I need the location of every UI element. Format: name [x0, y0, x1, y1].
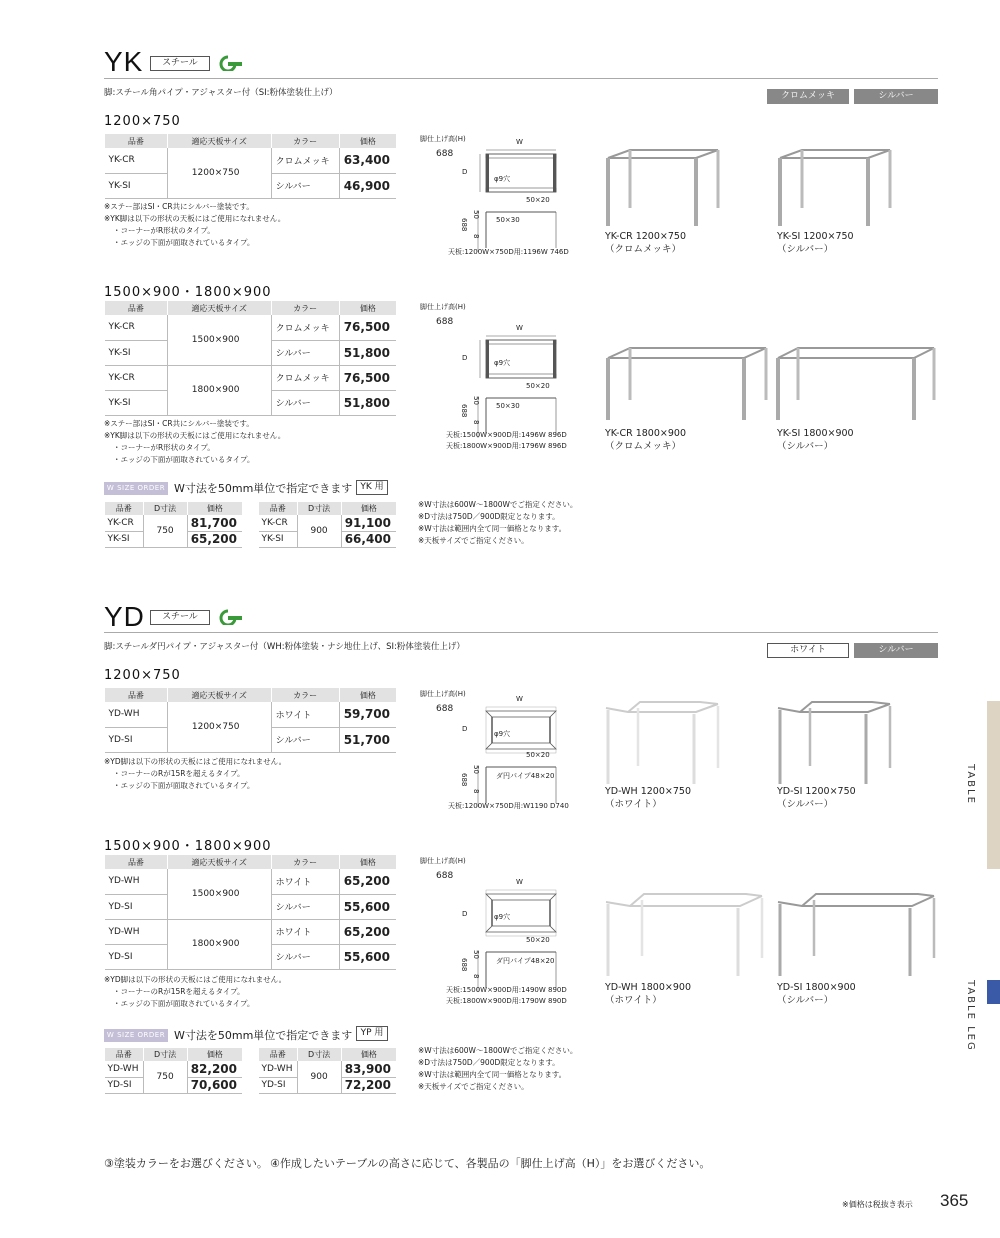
yk-s2-diagram [420, 302, 600, 454]
row-color: シルバー [271, 390, 339, 415]
yk-wso-text: W寸法を50mm単位で指定できます [174, 482, 353, 495]
note: ※YK脚は以下の形状の天板にはご使用になれません。 [104, 431, 286, 440]
diag-hole: φ9穴 [494, 913, 511, 921]
caption-line: （クロムメッキ） [605, 441, 682, 452]
diag-h-value: 688 [436, 149, 454, 159]
diag-w: W [516, 878, 523, 886]
caption-line: YD-SI 1800×900 [777, 982, 856, 993]
th-code: 品番 [105, 502, 144, 515]
diag-stay: 50×20 [526, 936, 550, 944]
th-color: カラー [271, 855, 339, 869]
diag-d: D [462, 910, 468, 918]
th-d: D寸法 [297, 502, 341, 515]
diag-h-label: 脚仕上げ高(H) [420, 303, 466, 311]
row-color: シルバー [271, 173, 339, 198]
note: ※D寸法は750D／900D限定となります。 [418, 1058, 560, 1067]
th-size: 適応天板サイズ [167, 134, 271, 148]
green-purchasing-icon [214, 55, 244, 71]
note: ・エッジの下面が面取されているタイプ。 [113, 781, 255, 790]
side-tab-table [987, 701, 1000, 869]
yk-color-chrome: クロムメッキ [767, 89, 849, 104]
row-size: 1200×750 [167, 702, 271, 752]
yk-wso-table-900 [258, 502, 396, 548]
row-price: 46,900 [339, 173, 396, 198]
diag-dim8: 8 [472, 234, 480, 239]
yk-wso-badge: W SIZE ORDER [104, 482, 168, 495]
diag-d: D [462, 354, 468, 362]
yk-cr-1800-caption [605, 427, 686, 453]
yk-si-1800-caption [777, 427, 854, 453]
th-code: 品番 [105, 134, 168, 148]
row-code: YD-SI [105, 727, 168, 752]
note: ・コーナーのRが15Rを超えるタイプ。 [113, 987, 245, 996]
table-row [105, 148, 397, 173]
row-code: YD-WH [105, 702, 168, 727]
row-color: クロムメッキ [271, 315, 339, 340]
th-color: カラー [271, 688, 339, 702]
row-d: 750 [143, 515, 187, 547]
caption-line: （シルバー） [777, 441, 834, 452]
yd-wso-table-900 [258, 1048, 396, 1094]
row-color: ホワイト [271, 702, 339, 727]
diag-top-size: 天板:1800W×900D用:1790W 890D [446, 997, 567, 1005]
note: ・エッジの下面が面取されているタイプ。 [113, 238, 255, 247]
note: ・コーナーのRが15Rを超えるタイプ。 [113, 769, 245, 778]
row-price: 51,800 [339, 390, 396, 415]
th-price: 価格 [187, 502, 242, 515]
caption-line: （ホワイト） [605, 799, 662, 810]
yd-wso-table-750 [104, 1048, 242, 1094]
note: ※YD脚は以下の形状の天板にはご使用になれません。 [104, 975, 287, 984]
green-purchasing-icon [214, 609, 244, 625]
yd-s2-diagram [420, 856, 600, 1008]
th-size: 適応天板サイズ [167, 688, 271, 702]
side-label-table: TABLE [965, 764, 976, 805]
table-row [105, 869, 397, 894]
yk-color-silver: シルバー [854, 89, 938, 104]
yd-si-1800-caption [777, 981, 856, 1007]
row-color: シルバー [271, 894, 339, 919]
caption-line: YK-SI 1200×750 [777, 231, 854, 242]
note: ※W寸法は範囲内全て同一価格となります。 [418, 524, 567, 533]
yd-wso-tag: YP 用 [356, 1026, 388, 1041]
yk-s1-heading: 1200×750 [104, 114, 181, 129]
diag-h-label: 脚仕上げ高(H) [420, 857, 466, 865]
row-d: 750 [143, 1061, 187, 1093]
row-size: 1800×900 [167, 919, 271, 969]
th-size: 適応天板サイズ [167, 855, 271, 869]
row-price: 51,700 [339, 727, 396, 752]
note: ※天板サイズでご指定ください。 [418, 536, 529, 545]
footer-step4: ④作成したいテーブルの高さに応じて、各製品の「脚仕上げ高（H）」をお選びください。 [270, 1157, 711, 1170]
th-code: 品番 [259, 1048, 298, 1061]
row-code: YD-WH [105, 869, 168, 894]
note: ※天板サイズでご指定ください。 [418, 1082, 529, 1091]
diag-top-size: 天板:1200W×750D用:W1190 D740 [448, 802, 569, 810]
th-code: 品番 [105, 301, 168, 315]
yd-s2-notes [104, 974, 286, 1010]
caption-line: （ホワイト） [605, 995, 662, 1006]
diag-dim8: 8 [472, 974, 480, 979]
diag-dim688: 688 [460, 218, 468, 232]
yd-description: 脚:スチールダ円パイプ・アジャスター付（WH:粉体塗装・ナシ地仕上げ、SI:粉体塗装仕上げ） [104, 642, 465, 652]
caption-line: （シルバー） [777, 995, 834, 1006]
note: ※W寸法は600W～1800Wでご指定ください。 [418, 500, 578, 509]
yk-wso-tag: YK 用 [356, 480, 388, 495]
note: ・エッジの下面が面取されているタイプ。 [113, 999, 255, 1008]
row-size: 1500×900 [167, 315, 271, 365]
row-price: 81,700 [187, 515, 242, 531]
note: ※ステー部はSI・CR共にシルバー塗装です。 [104, 202, 254, 211]
diag-top-size: 天板:1200W×750D用:1196W 746D [448, 248, 569, 256]
diag-top-size: 天板:1500W×900D用:1496W 896D [446, 431, 567, 439]
row-price: 65,200 [187, 531, 242, 547]
row-code: YK-SI [105, 390, 168, 415]
row-code: YK-SI [105, 173, 168, 198]
table-row [259, 515, 397, 531]
yk-s2-table [104, 301, 396, 416]
row-price: 55,600 [339, 894, 396, 919]
yd-wh-1200-caption [605, 785, 691, 811]
diag-stay: 50×20 [526, 382, 550, 390]
caption-line: YK-SI 1800×900 [777, 428, 854, 439]
diag-dim50: 50 [472, 210, 480, 219]
diag-stay: 50×20 [526, 751, 550, 759]
th-price: 価格 [341, 1048, 396, 1061]
row-price: 76,500 [339, 365, 396, 390]
row-color: クロムメッキ [271, 365, 339, 390]
table-row [105, 365, 397, 390]
yd-wso-notes [418, 1045, 577, 1093]
th-code: 品番 [105, 1048, 144, 1061]
row-code: YK-SI [105, 531, 144, 547]
row-code: YK-CR [105, 148, 168, 173]
side-tab-table-leg [987, 980, 1000, 1004]
caption-line: （シルバー） [777, 244, 834, 255]
note: ※W寸法は範囲内全て同一価格となります。 [418, 1070, 567, 1079]
th-code: 品番 [105, 688, 168, 702]
diag-dim50: 50 [472, 950, 480, 959]
th-d: D寸法 [143, 502, 187, 515]
caption-line: （シルバー） [777, 799, 834, 810]
yk-description: 脚:スチール角パイプ・アジャスター付（SI:粉体塗装仕上げ） [104, 88, 338, 98]
th-code: 品番 [259, 502, 298, 515]
yk-s1-diagram [420, 134, 600, 258]
row-price: 83,900 [341, 1061, 396, 1077]
row-price: 65,200 [339, 919, 396, 944]
row-color: シルバー [271, 944, 339, 969]
yd-wh-1800-caption [605, 981, 691, 1007]
row-code: YK-SI [105, 340, 168, 365]
diag-top-size: 天板:1800W×900D用:1796W 896D [446, 442, 567, 450]
yk-s1-notes [104, 201, 285, 249]
diag-stay: 50×20 [526, 196, 550, 204]
yd-series-title: YD [104, 601, 145, 632]
table-row [105, 1061, 243, 1077]
table-row [259, 1061, 397, 1077]
yk-si-1200-image [772, 146, 898, 234]
th-d: D寸法 [297, 1048, 341, 1061]
caption-line: YD-WH 1200×750 [605, 786, 691, 797]
note: ・コーナーがR形状のタイプ。 [113, 226, 215, 235]
row-price: 82,200 [187, 1061, 242, 1077]
diag-leg: ダ円パイプ48×20 [496, 957, 555, 965]
note: ※ステー部はSI・CR共にシルバー塗装です。 [104, 419, 254, 428]
row-code: YD-SI [105, 1077, 144, 1093]
row-d: 900 [297, 515, 341, 547]
diag-hole: φ9穴 [494, 175, 511, 183]
yd-material-tag: スチール [150, 610, 210, 625]
diag-top-size: 天板:1500W×900D用:1490W 890D [446, 986, 567, 994]
row-code: YK-CR [259, 515, 298, 531]
diag-h-value: 688 [436, 871, 454, 881]
yd-color-white: ホワイト [767, 643, 849, 658]
yk-material-tag: スチール [150, 56, 210, 71]
yd-wso-text: W寸法を50mm単位で指定できます [174, 1029, 353, 1042]
diag-d: D [462, 168, 468, 176]
row-color: シルバー [271, 340, 339, 365]
yd-s1-heading: 1200×750 [104, 668, 181, 683]
row-price: 59,700 [339, 702, 396, 727]
caption-line: YK-CR 1200×750 [605, 231, 686, 242]
diag-dim688: 688 [460, 773, 468, 787]
yd-si-1200-caption [777, 785, 856, 811]
caption-line: YK-CR 1800×900 [605, 428, 686, 439]
row-price: 91,100 [341, 515, 396, 531]
diag-leg: 50×30 [496, 216, 520, 224]
row-price: 66,400 [341, 531, 396, 547]
yd-wso-badge: W SIZE ORDER [104, 1029, 168, 1042]
footer-tax-note: ※価格は税抜き表示 [842, 1200, 913, 1209]
th-price: 価格 [341, 502, 396, 515]
note: ・コーナーがR形状のタイプ。 [113, 443, 215, 452]
yd-si-1800-image [772, 886, 944, 980]
row-code: YK-CR [105, 365, 168, 390]
row-size: 1200×750 [167, 148, 271, 198]
yk-si-1200-caption [777, 230, 854, 256]
footer-step3: ③塗装カラーをお選びください。 [104, 1157, 268, 1170]
row-code: YD-WH [105, 1061, 144, 1077]
row-color: シルバー [271, 727, 339, 752]
yk-wso-notes [418, 499, 577, 547]
th-color: カラー [271, 134, 339, 148]
diag-leg: 50×30 [496, 402, 520, 410]
th-color: カラー [271, 301, 339, 315]
row-color: ホワイト [271, 919, 339, 944]
yd-rule [104, 632, 938, 633]
row-code: YD-WH [105, 919, 168, 944]
diag-dim688: 688 [460, 404, 468, 418]
diag-w: W [516, 138, 523, 146]
caption-line: YD-SI 1200×750 [777, 786, 856, 797]
diag-h-label: 脚仕上げ高(H) [420, 690, 466, 698]
diag-w: W [516, 695, 523, 703]
row-d: 900 [297, 1061, 341, 1093]
th-price: 価格 [339, 688, 396, 702]
row-price: 51,800 [339, 340, 396, 365]
diag-dim50: 50 [472, 396, 480, 405]
page-number: 365 [940, 1191, 969, 1210]
yd-color-silver: シルバー [854, 643, 938, 658]
row-code: YD-SI [259, 1077, 298, 1093]
table-row [105, 702, 397, 727]
row-size: 1500×900 [167, 869, 271, 919]
note: ・エッジの下面が面取されているタイプ。 [113, 455, 255, 464]
diag-dim8: 8 [472, 420, 480, 425]
yk-wso-table-750 [104, 502, 242, 548]
table-row [105, 515, 243, 531]
diag-h-label: 脚仕上げ高(H) [420, 135, 466, 143]
yk-rule [104, 78, 938, 79]
caption-line: YD-WH 1800×900 [605, 982, 691, 993]
diag-dim8: 8 [472, 789, 480, 794]
row-code: YK-CR [105, 315, 168, 340]
th-price: 価格 [187, 1048, 242, 1061]
yk-si-1800-image [772, 344, 944, 424]
yd-s1-diagram [420, 689, 600, 813]
note: ※D寸法は750D／900D限定となります。 [418, 512, 560, 521]
row-price: 76,500 [339, 315, 396, 340]
th-d: D寸法 [143, 1048, 187, 1061]
caption-line: （クロムメッキ） [605, 244, 682, 255]
yk-cr-1200-image [600, 146, 726, 234]
note: ※W寸法は600W～1800Wでご指定ください。 [418, 1046, 578, 1055]
diag-h-value: 688 [436, 317, 454, 327]
th-size: 適応天板サイズ [167, 301, 271, 315]
yd-si-1200-image [772, 696, 898, 788]
row-code: YK-SI [259, 531, 298, 547]
table-row [105, 919, 397, 944]
diag-dim50: 50 [472, 765, 480, 774]
row-price: 70,600 [187, 1077, 242, 1093]
yd-s1-notes [104, 756, 286, 792]
th-price: 価格 [339, 301, 396, 315]
diag-hole: φ9穴 [494, 730, 511, 738]
yk-s2-heading: 1500×900・1800×900 [104, 285, 272, 300]
row-color: ホワイト [271, 869, 339, 894]
diag-d: D [462, 725, 468, 733]
yk-s1-table [104, 134, 396, 199]
yd-s2-table [104, 855, 396, 970]
yk-cr-1800-image [600, 344, 772, 424]
diag-leg: ダ円パイプ48×20 [496, 772, 555, 780]
row-price: 55,600 [339, 944, 396, 969]
yd-wh-1800-image [600, 886, 772, 980]
yk-cr-1200-caption [605, 230, 686, 256]
row-code: YD-WH [259, 1061, 298, 1077]
yk-series-title: YK [104, 46, 144, 77]
diag-dim688: 688 [460, 958, 468, 972]
row-size: 1800×900 [167, 365, 271, 415]
row-price: 63,400 [339, 148, 396, 173]
diag-hole: φ9穴 [494, 359, 511, 367]
row-color: クロムメッキ [271, 148, 339, 173]
yd-s1-table [104, 688, 396, 753]
table-row [105, 315, 397, 340]
note: ※YD脚は以下の形状の天板にはご使用になれません。 [104, 757, 287, 766]
diag-w: W [516, 324, 523, 332]
th-price: 価格 [339, 855, 396, 869]
row-code: YD-SI [105, 944, 168, 969]
yk-s2-notes [104, 418, 285, 466]
row-price: 65,200 [339, 869, 396, 894]
yd-wh-1200-image [600, 696, 726, 788]
th-code: 品番 [105, 855, 168, 869]
th-price: 価格 [339, 134, 396, 148]
yd-s2-heading: 1500×900・1800×900 [104, 839, 272, 854]
row-code: YK-CR [105, 515, 144, 531]
note: ※YK脚は以下の形状の天板にはご使用になれません。 [104, 214, 286, 223]
row-price: 72,200 [341, 1077, 396, 1093]
diag-h-value: 688 [436, 704, 454, 714]
side-label-table-leg: TABLE LEG [965, 980, 976, 1052]
row-code: YD-SI [105, 894, 168, 919]
